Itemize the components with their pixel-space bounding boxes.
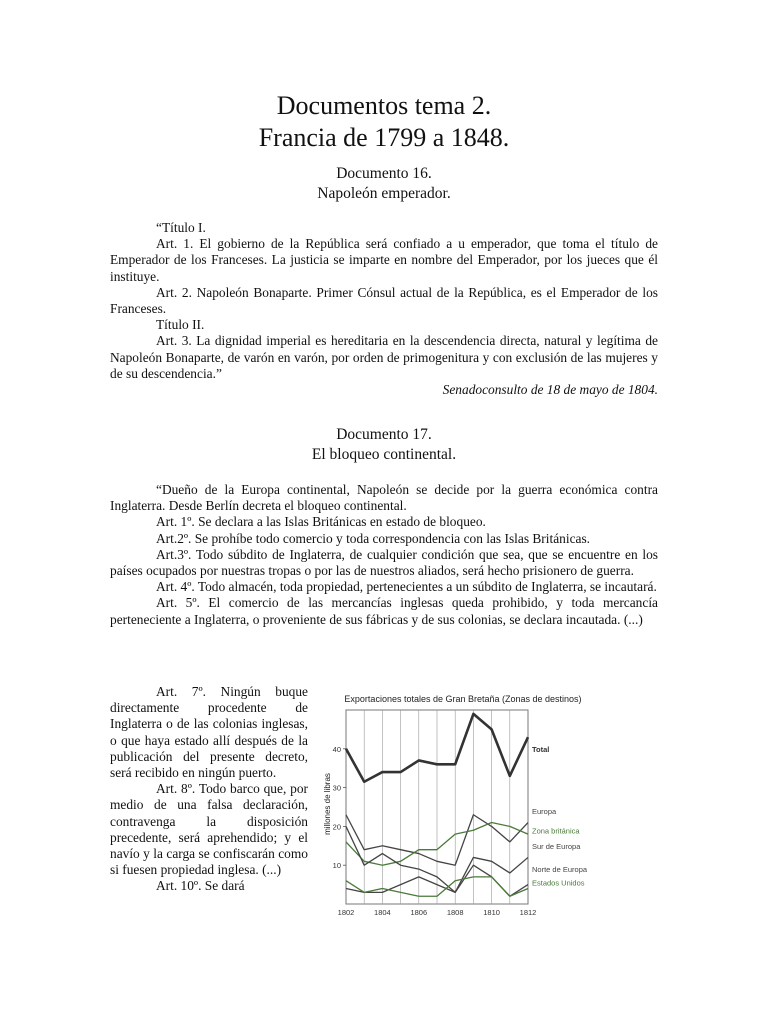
doc16-header bbox=[110, 164, 658, 204]
chart-legend-label: Total bbox=[532, 744, 550, 754]
doc17-narrow-paragraph: Art. 7º. Ningún buque directamente procedente de Inglaterra o de las colonias inglesas, o que haya estado allí después de la publicación del presente decreto, será recibido en ningún puerto. bbox=[110, 684, 308, 781]
chart-y-tick-label: 30 bbox=[332, 783, 341, 793]
chart-y-axis-label: millones de libras bbox=[323, 773, 332, 835]
chart-legend-label: Norte de Europa bbox=[532, 865, 588, 875]
doc17-narrow-paragraph: Art. 10º. Se dará bbox=[156, 878, 245, 894]
chart-legend-label: Europa bbox=[532, 806, 557, 816]
title-line-2: Francia de 1799 a 1848. bbox=[258, 123, 510, 152]
chart-x-tick-label: 1810 bbox=[483, 908, 500, 917]
title-line-1: Documentos tema 2. bbox=[276, 91, 492, 120]
doc16-paragraph: Art. 1. El gobierno de la República será confiado a u emperador, que toma el título de Emperador de los Franceses. La justicia se imparte en nombre del Emperador, por los jueces que él instituye. bbox=[110, 236, 658, 284]
chart-y-tick-label: 20 bbox=[332, 822, 341, 832]
doc17-paragraph: Art. 1º. Se declara a las Islas Británicas en estado de bloqueo. bbox=[156, 514, 486, 530]
doc16-paragraph: “Título I. bbox=[156, 220, 206, 235]
chart-legend-label: Zona británica bbox=[532, 826, 580, 836]
doc16-body bbox=[110, 220, 658, 398]
doc17-narrow-column bbox=[110, 684, 308, 895]
doc16-paragraph: Art. 2. Napoleón Bonaparte. Primer Cónsul actual de la República, es el Emperador de los Franceses. bbox=[110, 284, 658, 317]
chart-x-tick-label: 1802 bbox=[337, 908, 355, 917]
chart-legend-label: Sur de Europa bbox=[532, 841, 581, 851]
doc16-paragraph: Título II. bbox=[156, 317, 205, 333]
doc17-paragraph: Art. 5º. El comercio de las mercancías inglesas queda prohibido, y toda mercancía perteneciente a Inglaterra, o proveniente de sus fábricas y de sus colonias, se declara incautada. (...) bbox=[110, 595, 658, 627]
doc17-narrow-paragraph: Art. 8º. Todo barco que, por medio de una falsa declaración, contravenga la disposición precedente, será aprehendido; y el navío y la carga se confiscarán como si fuesen propiedad inglesa. (...) bbox=[110, 781, 308, 878]
doc17-header bbox=[110, 425, 658, 465]
chart-y-tick-label: 10 bbox=[332, 861, 341, 871]
doc17-paragraph: “Dueño de la Europa continental, Napoleón se decide por la guerra económica contra Inglaterra. Desde Berlín decreta el bloqueo continental. bbox=[110, 482, 658, 514]
chart-x-tick-label: 1804 bbox=[374, 908, 391, 917]
chart-x-tick-label: 1812 bbox=[519, 908, 537, 917]
chart-x-tick-label: 1806 bbox=[410, 908, 428, 917]
chart-x-tick-label: 1808 bbox=[446, 908, 464, 917]
doc16-source: Senadoconsulto de 18 de mayo de 1804. bbox=[442, 382, 658, 398]
doc16-heading: Documento 16. bbox=[336, 165, 432, 182]
doc17-paragraph: Art.2º. Se prohíbe todo comercio y toda correspondencia con las Islas Británicas. bbox=[156, 530, 591, 546]
doc17-heading: Documento 17. bbox=[336, 426, 432, 443]
doc17-body bbox=[110, 482, 658, 628]
doc17-paragraph: Art.3º. Todo súbdito de Inglaterra, de cualquier condición que sea, que se encuentre en los países ocupados por nuestras tropas o por las de nuestros aliados, será hecho prisionero de guerra. bbox=[110, 546, 658, 579]
exports-chart bbox=[318, 682, 608, 922]
chart-legend-label: Estados Unidos bbox=[532, 878, 585, 888]
doc17-paragraph: Art. 4º. Todo almacén, toda propiedad, pertenecientes a un súbdito de Inglaterra, se incautará. bbox=[156, 579, 657, 595]
exports-chart-svg bbox=[318, 682, 608, 922]
page-title bbox=[110, 90, 658, 154]
chart-title: Exportaciones totales de Gran Bretaña (Zonas de destinos) bbox=[344, 694, 582, 704]
doc16-subheading: Napoleón emperador. bbox=[317, 185, 451, 202]
doc17-subheading: El bloqueo continental. bbox=[311, 446, 457, 463]
chart-y-tick-label: 40 bbox=[332, 744, 341, 754]
doc16-paragraph: Art. 3. La dignidad imperial es hereditaria en la descendencia directa, natural y legítima de Napoleón Bonaparte, de varón en varón, por orden de primogenitura y con exclusión de las mujeres y de su descendencia.” bbox=[110, 333, 658, 381]
